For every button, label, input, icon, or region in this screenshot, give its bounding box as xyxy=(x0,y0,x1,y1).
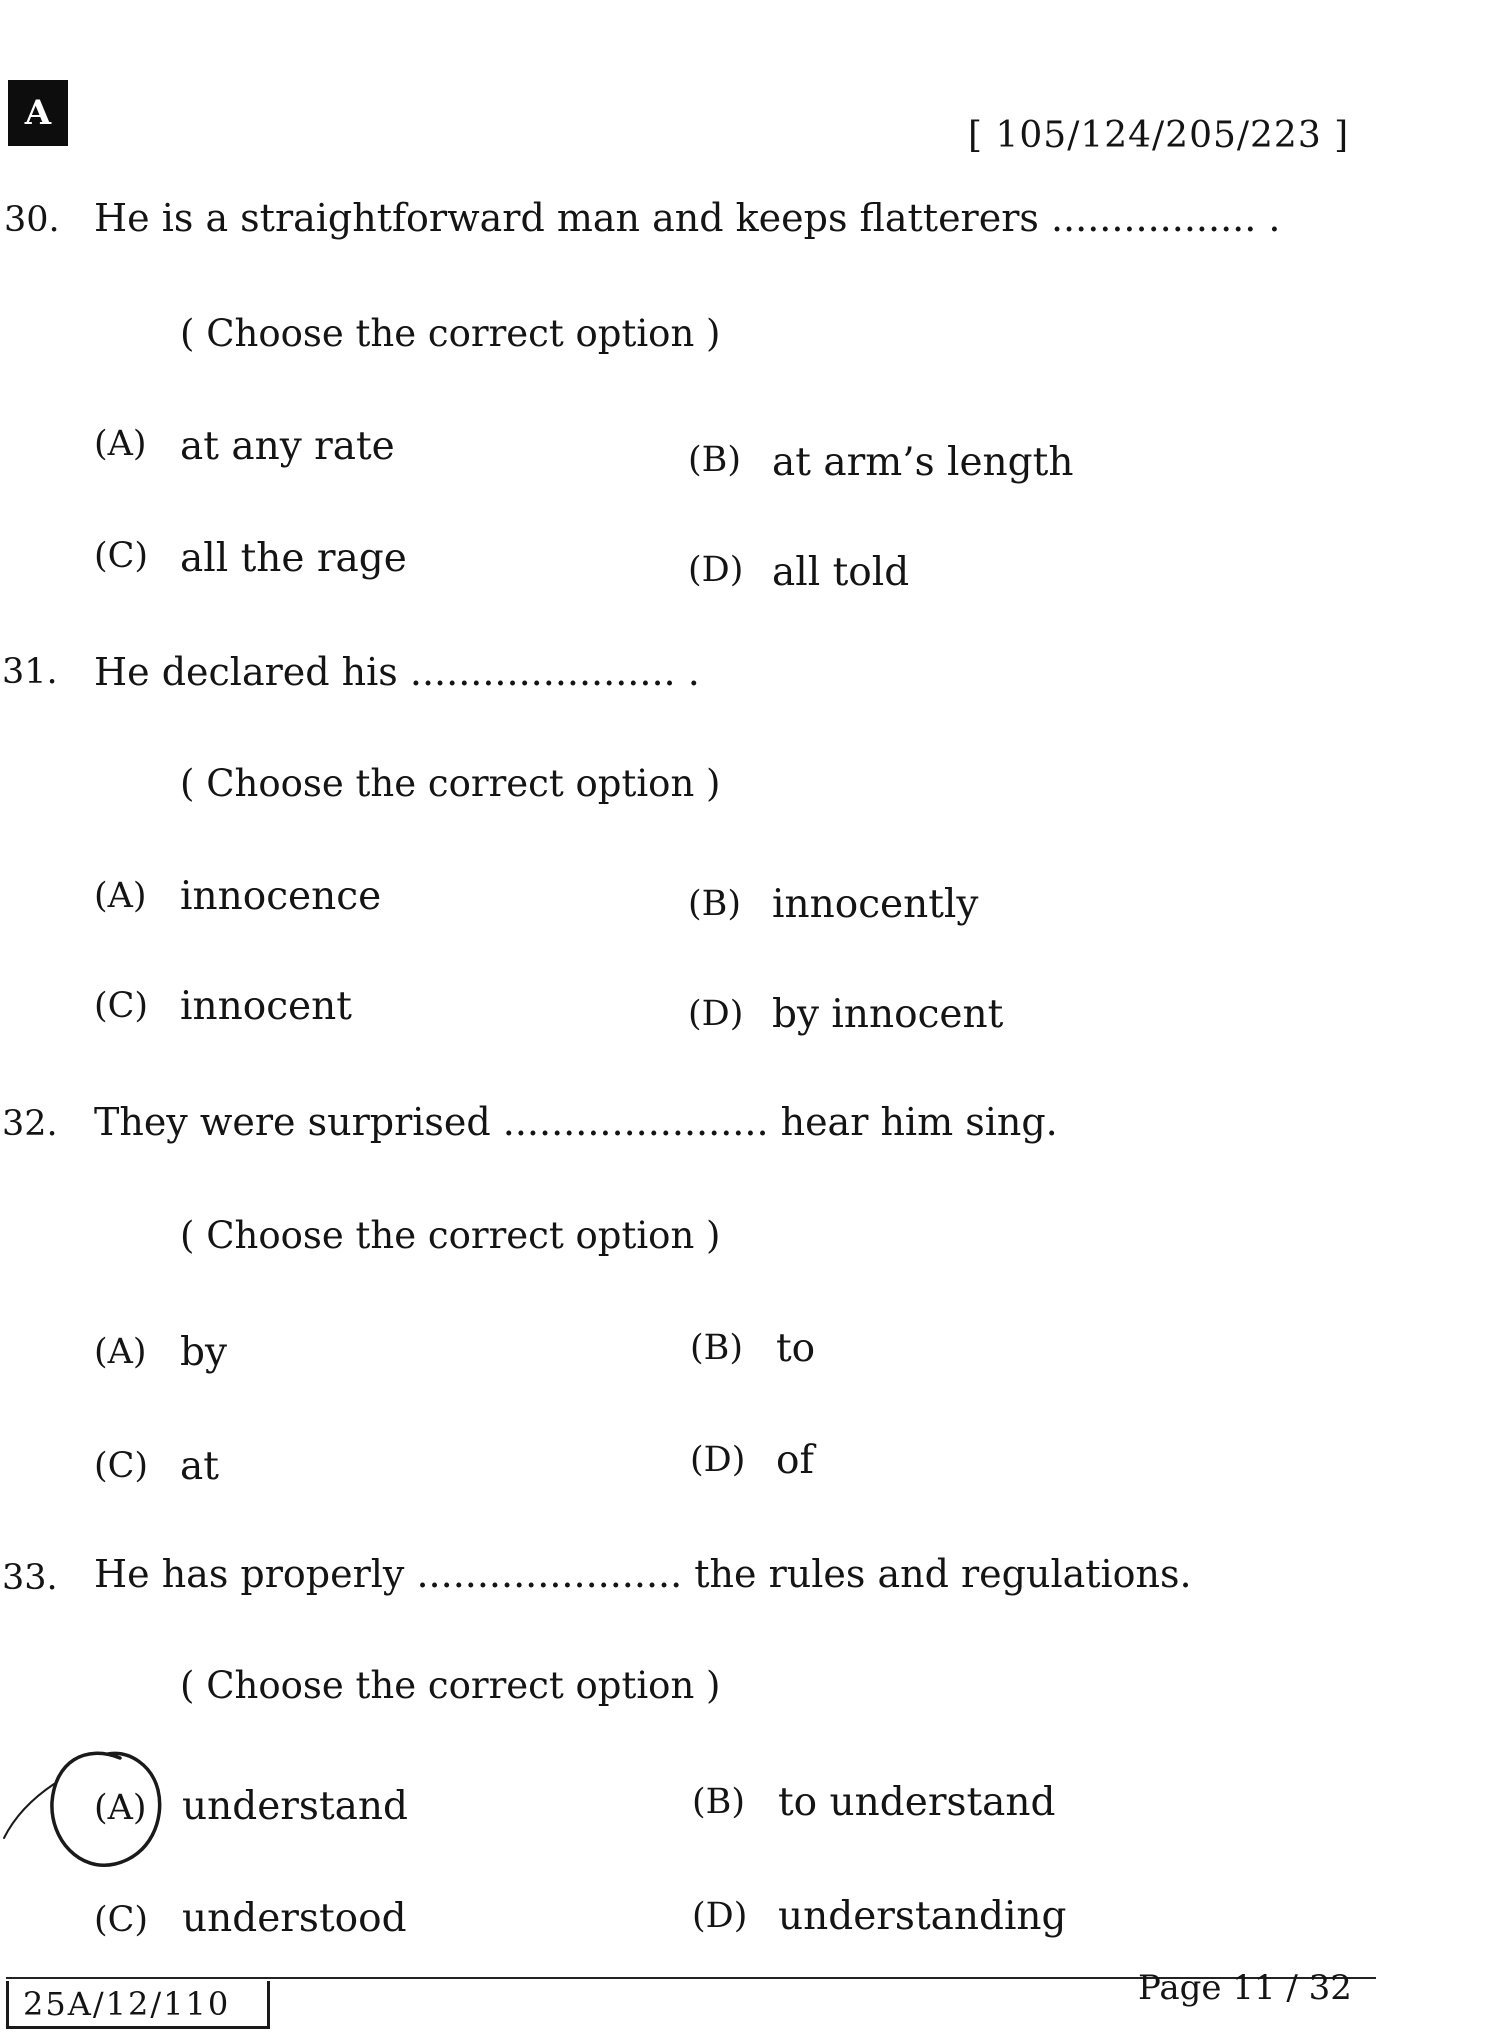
booklet-code: 25A/12/110 xyxy=(6,1981,270,2029)
option-label: (D) xyxy=(692,1896,748,1936)
question-number: 31. xyxy=(2,652,58,692)
option-label: (D) xyxy=(688,994,744,1034)
question-hint: ( Choose the correct option ) xyxy=(180,762,721,805)
option-label: (B) xyxy=(690,1328,744,1368)
option-text: to xyxy=(776,1326,816,1371)
option-text: innocence xyxy=(180,874,382,919)
option-text: innocently xyxy=(772,882,979,927)
question-hint: ( Choose the correct option ) xyxy=(180,1214,721,1257)
option-label: (B) xyxy=(688,440,742,480)
option-label: (B) xyxy=(692,1782,746,1822)
option-text: understanding xyxy=(778,1894,1067,1939)
question-text: They were surprised ...................... hear him sing. xyxy=(94,1100,1058,1144)
option-text: of xyxy=(776,1438,814,1483)
option-text: all the rage xyxy=(180,536,407,581)
option-label: (C) xyxy=(94,1446,149,1486)
option-text: understand xyxy=(182,1784,408,1829)
question-number: 32. xyxy=(2,1104,58,1144)
option-label: (D) xyxy=(690,1440,746,1480)
answer-circle-mark xyxy=(0,1740,180,1890)
paper-code: [ 105/124/205/223 ] xyxy=(968,115,1350,156)
option-label: (A) xyxy=(94,424,147,464)
option-text: all told xyxy=(772,550,910,595)
question-hint: ( Choose the correct option ) xyxy=(180,1664,721,1707)
page-number: Page 11 / 32 xyxy=(1138,1968,1352,2008)
option-label: (C) xyxy=(94,1900,149,1940)
question-text: He is a straightforward man and keeps flatterers ................. . xyxy=(94,196,1281,240)
option-label: (C) xyxy=(94,536,149,576)
option-text: by xyxy=(180,1330,227,1375)
option-label: (B) xyxy=(688,884,742,924)
option-text: at any rate xyxy=(180,424,395,469)
option-text: understood xyxy=(182,1896,407,1941)
option-label: (C) xyxy=(94,986,149,1026)
option-text: at xyxy=(180,1444,219,1489)
option-text: at arm’s length xyxy=(772,440,1074,485)
option-label: (A) xyxy=(94,876,147,916)
option-text: to understand xyxy=(778,1780,1056,1825)
question-number: 33. xyxy=(2,1558,58,1598)
option-text: innocent xyxy=(180,984,352,1029)
set-badge: A xyxy=(8,80,68,146)
question-hint: ( Choose the correct option ) xyxy=(180,312,721,355)
option-label: (A) xyxy=(94,1332,147,1372)
option-label: (A) xyxy=(94,1788,147,1828)
question-text: He has properly ...................... the rules and regulations. xyxy=(94,1552,1192,1596)
option-label: (D) xyxy=(688,550,744,590)
question-number: 30. xyxy=(4,200,60,240)
option-text: by innocent xyxy=(772,992,1004,1037)
question-text: He declared his ...................... . xyxy=(94,650,700,694)
